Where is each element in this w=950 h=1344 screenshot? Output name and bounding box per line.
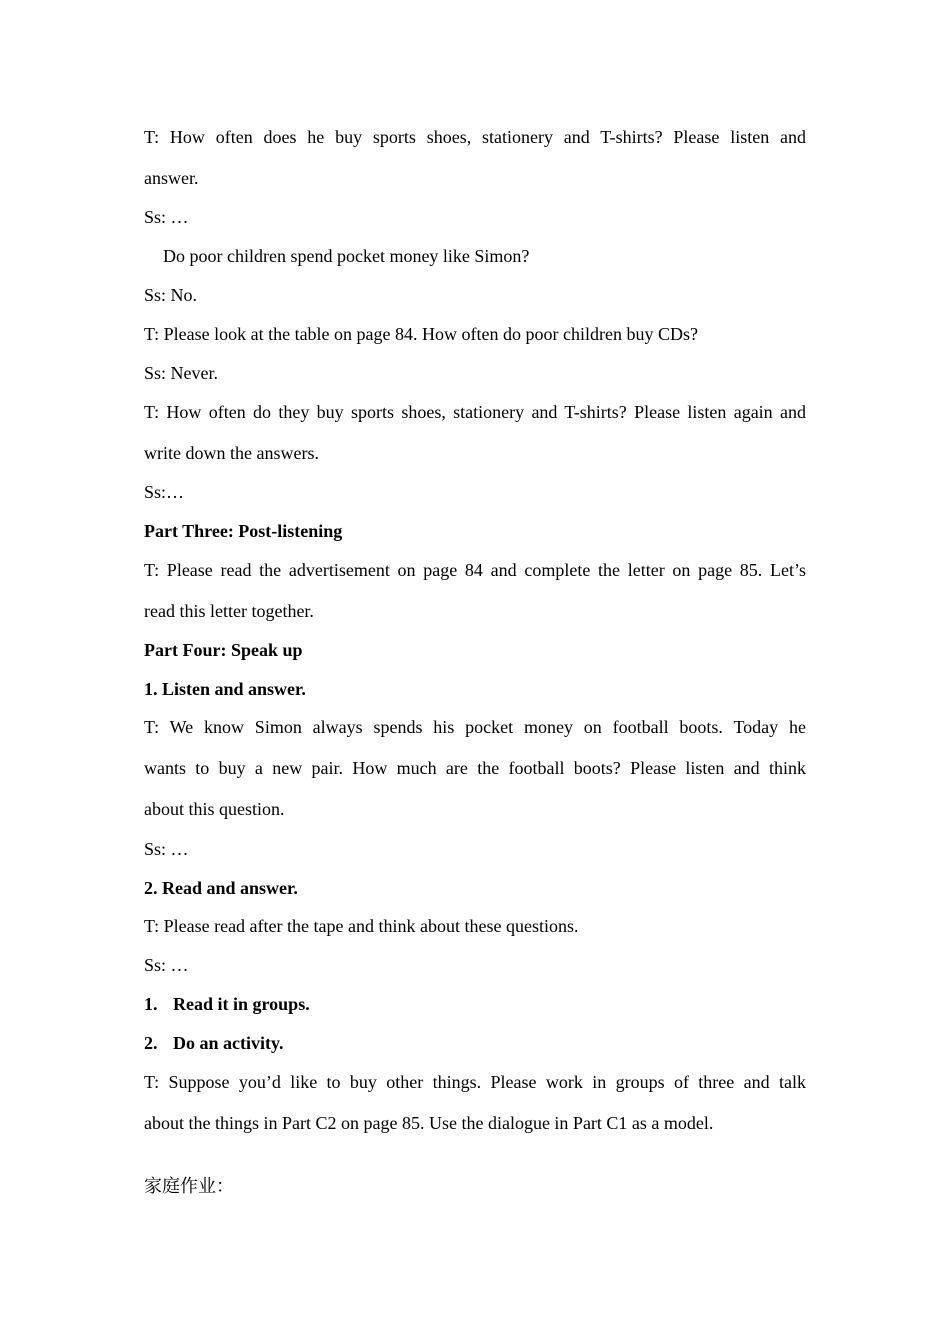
paragraph-line: wants to buy a new pair. How much are the football boots? Please listen and think <box>144 758 806 778</box>
paragraph-line: Ss:… <box>144 482 185 502</box>
sub-heading: 1. Listen and answer. <box>144 679 306 699</box>
paragraph-line: Ss: … <box>144 955 189 975</box>
section-heading: Part Three: Post-listening <box>144 521 343 541</box>
paragraph-line: T: How often do they buy sports shoes, stationery and T-shirts? Please listen again and <box>144 402 806 422</box>
paragraph-line: Ss: … <box>144 839 189 859</box>
paragraph-line: T: Suppose you’d like to buy other things. Please work in groups of three and talk <box>144 1072 806 1092</box>
paragraph-line: about this question. <box>144 799 285 819</box>
paragraph-line: T: Please read after the tape and think about these questions. <box>144 916 579 936</box>
list-number: 2. <box>144 1033 158 1053</box>
paragraph-line: answer. <box>144 168 199 188</box>
paragraph-line: Ss: Never. <box>144 363 218 383</box>
paragraph-line: Ss: No. <box>144 285 198 305</box>
list-item <box>144 993 310 1015</box>
paragraph-line: Ss: … <box>144 207 189 227</box>
list-item-text: Do an activity. <box>173 1033 284 1053</box>
paragraph-line: T: How often does he buy sports shoes, stationery and T-shirts? Please listen and <box>144 127 806 147</box>
paragraph-line: T: Please look at the table on page 84. How often do poor children buy CDs? <box>144 324 698 344</box>
section-heading: Part Four: Speak up <box>144 640 303 660</box>
paragraph-line: Do poor children spend pocket money like Simon? <box>163 246 530 266</box>
paragraph-line: about the things in Part C2 on page 85. Use the dialogue in Part C1 as a model. <box>144 1113 714 1133</box>
paragraph-line: read this letter together. <box>144 601 314 621</box>
paragraph-line: T: Please read the advertisement on page 84 and complete the letter on page 85. Let’s <box>144 560 806 580</box>
paragraph-line: write down the answers. <box>144 443 319 463</box>
list-number: 1. <box>144 994 158 1014</box>
sub-heading: 2. Read and answer. <box>144 878 298 898</box>
list-item <box>144 1032 284 1054</box>
list-item-text: Read it in groups. <box>173 994 310 1014</box>
homework-heading: 家庭作业： <box>144 1176 234 1197</box>
paragraph-line: T: We know Simon always spends his pocket money on football boots. Today he <box>144 717 806 737</box>
